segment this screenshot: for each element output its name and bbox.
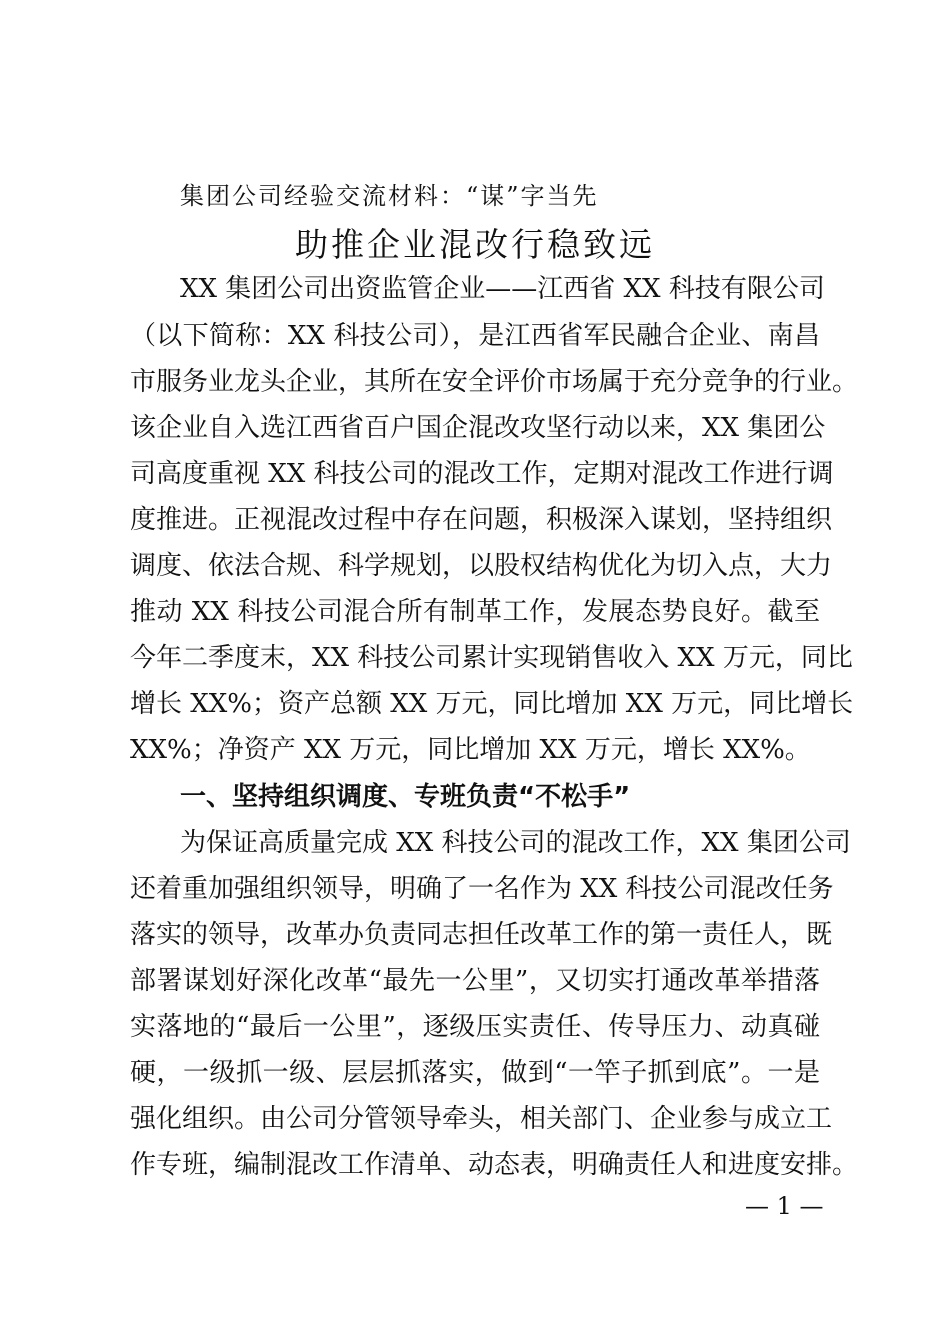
paragraph-line: 落实的领导，改革办负责同志担任改革工作的第一责任人，既 bbox=[130, 920, 833, 950]
paragraph-line: 推动 XX 科技公司混合所有制革工作，发展态势良好。截至 bbox=[130, 597, 820, 627]
paragraph-line: 度推进。正视混改过程中存在问题，积极深入谋划，坚持组织 bbox=[130, 505, 833, 535]
section-heading: 一、坚持组织调度、专班负责“不松手” bbox=[180, 782, 631, 812]
paragraph-line: 实落地的“最后一公里”，逐级压实责任、传导压力、动真碰 bbox=[130, 1012, 820, 1042]
paragraph-line: 调度、依法合规、科学规划，以股权结构优化为切入点，大力 bbox=[130, 551, 833, 581]
paragraph-line: 为保证高质量完成 XX 科技公司的混改工作，XX 集团公司 bbox=[180, 828, 851, 858]
paragraph-line: 增长 XX%；资产总额 XX 万元，同比增加 XX 万元，同比增长 bbox=[130, 689, 854, 719]
document-subtitle: 集团公司经验交流材料：“谋”字当先 bbox=[180, 182, 599, 210]
paragraph-line: （以下简称：XX 科技公司），是江西省军民融合企业、南昌 bbox=[130, 321, 820, 351]
paragraph-line: 市服务业龙头企业，其所在安全评价市场属于充分竞争的行业。 bbox=[130, 367, 859, 397]
paragraph-line: XX 集团公司出资监管企业——江西省 XX 科技有限公司 bbox=[180, 274, 825, 304]
paragraph-line: 强化组织。由公司分管领导牵头，相关部门、企业参与成立工 bbox=[130, 1104, 833, 1134]
paragraph-line: 该企业自入选江西省百户国企混改攻坚行动以来，XX 集团公 bbox=[130, 413, 826, 443]
paragraph-line: XX%；净资产 XX 万元，同比增加 XX 万元，增长 XX%。 bbox=[130, 735, 811, 765]
paragraph-line: 司高度重视 XX 科技公司的混改工作，定期对混改工作进行调 bbox=[130, 459, 834, 489]
page-number: — 1 — bbox=[745, 1192, 824, 1220]
paragraph-line: 作专班，编制混改工作清单、动态表，明确责任人和进度安排。 bbox=[130, 1150, 859, 1180]
paragraph-line: 今年二季度末，XX 科技公司累计实现销售收入 XX 万元，同比 bbox=[130, 643, 853, 673]
paragraph-line: 硬，一级抓一级、层层抓落实，做到“一竿子抓到底”。一是 bbox=[130, 1058, 820, 1088]
document-title: 助推企业混改行稳致远 bbox=[295, 225, 655, 264]
paragraph-line: 还着重加强组织领导，明确了一名作为 XX 科技公司混改任务 bbox=[130, 874, 834, 904]
paragraph-line: 部署谋划好深化改革“最先一公里”，又切实打通改革举措落 bbox=[130, 966, 820, 996]
